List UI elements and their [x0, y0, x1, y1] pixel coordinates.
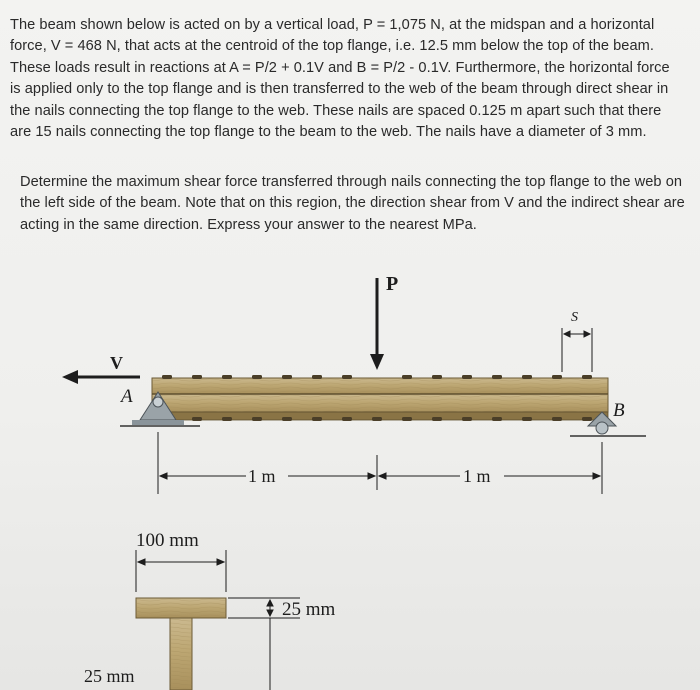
paragraph-line: the nails connecting the top flange to the web. These nails are spaced 0.125 m apart such that there	[10, 102, 662, 119]
nail-spacing-dimension	[562, 328, 592, 372]
paragraph-line: are 15 nails connecting the top flange to the beam to the web. The nails have a diameter of 3 mm.	[10, 124, 647, 141]
beam-figure	[0, 250, 700, 690]
span-left-label: 1 m	[248, 466, 276, 486]
span-dimension	[158, 432, 602, 494]
web-width-label: 25 mm	[84, 666, 135, 686]
flange-width-dimension	[136, 550, 226, 592]
horizontal-force-v-label: V	[110, 353, 123, 373]
paragraph-line: the left side of the beam. Note that on this region, the direction shear from V and the indirect shear are	[20, 195, 685, 212]
span-right-label: 1 m	[463, 466, 491, 486]
paragraph-line: The beam shown below is acted on by a vertical load, P = 1,075 N, at the midspan and a horizontal	[10, 17, 655, 33]
horizontal-force-v-arrow	[62, 370, 140, 384]
spacing-label: S	[571, 310, 578, 325]
paragraph-line: is applied only to the top flange and is then transferred to the web of the beam through direct shear in	[10, 81, 669, 98]
support-a-label: A	[121, 386, 133, 407]
beam	[152, 378, 608, 420]
problem-paragraph-1	[10, 15, 686, 143]
flange-thickness-label: 25 mm	[282, 599, 336, 620]
paragraph-line: These loads result in reactions at A = P/2 + 0.1V and B = P/2 - 0.1V. Furthermore, the horizontal force	[10, 59, 670, 76]
load-p-arrow	[370, 278, 384, 370]
problem-paragraph-2	[20, 172, 688, 236]
support-b-label: B	[613, 400, 625, 421]
paragraph-line: Determine the maximum shear force transferred through nails connecting the top flange to the web on	[20, 174, 683, 190]
flange-width-label: 100 mm	[136, 530, 199, 551]
cross-section	[136, 598, 226, 690]
paragraph-line: force, V = 468 N, that acts at the centroid of the top flange, i.e. 12.5 mm below the top of the beam.	[10, 38, 654, 55]
paragraph-line: acting in the same direction. Express your answer to the nearest MPa.	[20, 216, 477, 233]
load-p-label: P	[386, 273, 399, 295]
